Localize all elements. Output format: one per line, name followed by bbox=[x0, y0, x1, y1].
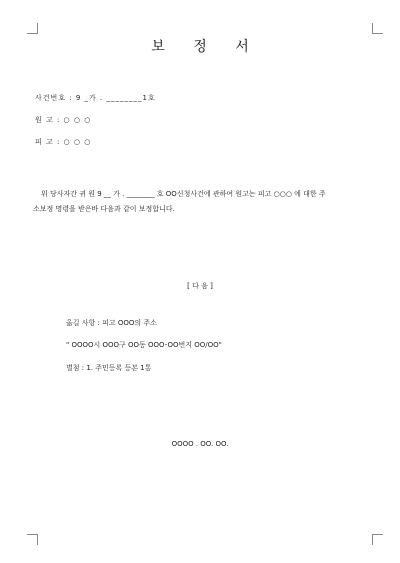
crop-mark-top-right bbox=[372, 23, 383, 34]
plaintiff: 원 고 : ○ ○ ○ bbox=[35, 116, 92, 124]
document-title: 보 정 서 bbox=[151, 39, 261, 55]
body-line-1: 위 당사자간 귀 원 9 __ 가 . ________ 호 OO신청사건에 관하여 원고는 피고 ○○○ 에 대한 주 bbox=[41, 190, 326, 198]
crop-mark-bottom-left bbox=[27, 534, 38, 545]
defendant: 피 고 : ○ ○ ○ bbox=[35, 138, 92, 146]
crop-mark-bottom-right bbox=[372, 534, 383, 545]
document-date: OOOO . OO. OO. bbox=[171, 440, 229, 448]
crop-mark-top-left bbox=[27, 23, 38, 34]
attachment-line: 별첨 : 1. 주민등록 등본 1통 bbox=[66, 364, 152, 372]
section-heading: [ 다 음 ] bbox=[187, 282, 213, 290]
address-line: " OOOO시 OOO구 OO동 OOO-OO번지 OO/OO" bbox=[66, 341, 222, 349]
case-number: 사건번호 : 9 _가 . ________1호 bbox=[35, 94, 156, 102]
body-paragraph bbox=[33, 187, 373, 217]
correction-item: 옮길 사항 : 피고 OOO의 주소 bbox=[66, 319, 157, 327]
body-line-2: 소보정 명령을 받은바 다음과 같이 보정합니다. bbox=[33, 205, 175, 213]
